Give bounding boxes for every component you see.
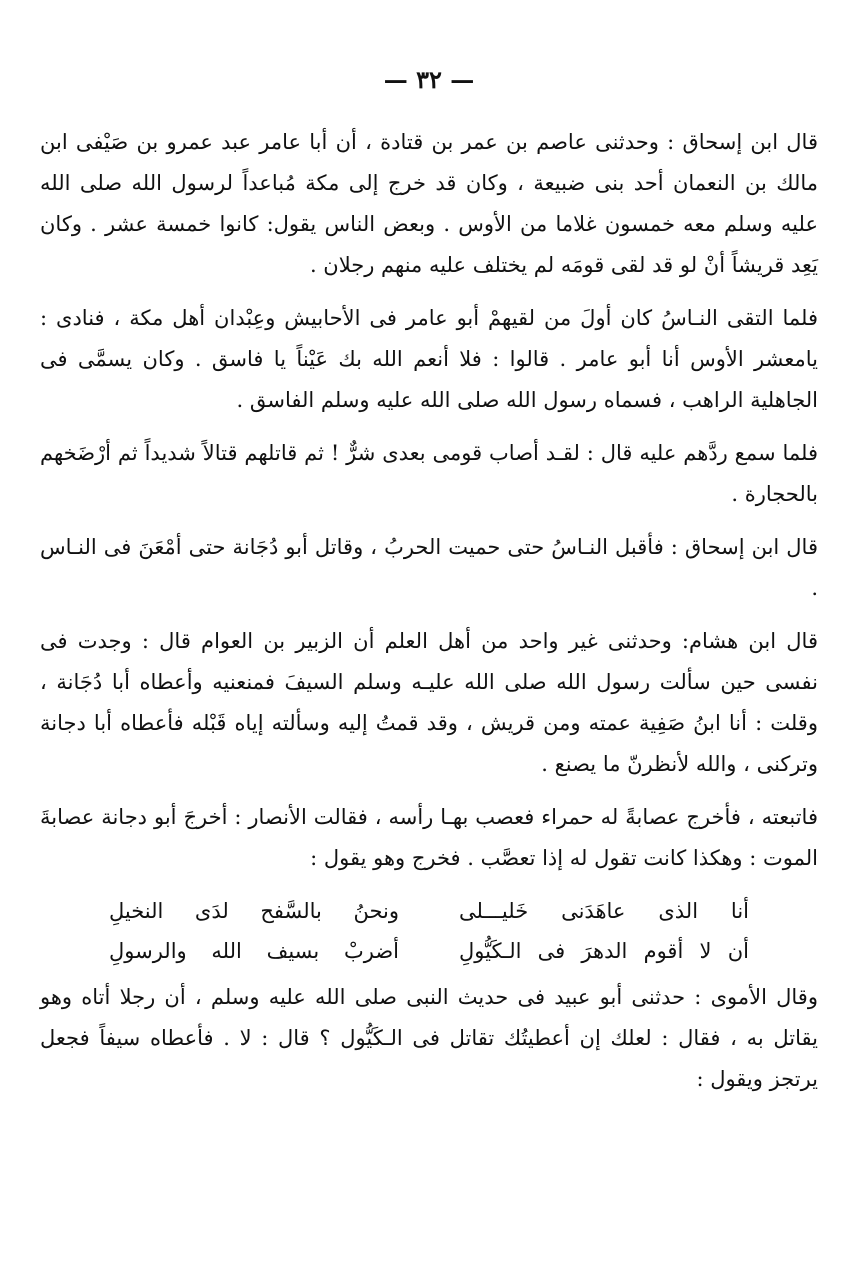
verse-second-hemistich: أضربْ بسيف الله والرسولِ	[109, 939, 399, 963]
paragraph-red-band: فاتبعته ، فأخرج عصابةً له حمراء فعصب بهـا رأسه ، فقالت الأنصار : أخرجَ أبو دجانة عصابةَ الموت : وهكذا كانت تقول له إذا تعصَّب . فخرج وهو يقول :	[40, 805, 818, 870]
paragraph-abu-dujana-fight: قال ابن إسحاق : فأقبل النـاسُ حتى حميت الحربُ ، وقاتل أبو دُجَانة حتى أمْعَنَ فى النـاس .	[40, 535, 818, 600]
page-number: — ٣٢ —	[383, 65, 475, 94]
verse-first-hemistich: أن لا أقوم الدهرَ فى الـكَيُّولِ	[459, 939, 749, 963]
verse-second-hemistich: ونحنُ بالسَّفح لدَى النخيلِ	[109, 899, 399, 923]
paragraph-umawi-report: وقال الأموى : حدثنى أبو عبيد فى حديث النبى صلى الله عليه وسلم ، أن رجلا أتاه وهو يقاتل به ، فقال : لعلك إن أعطيتُك تقاتل فى الـكَيُّول ؟ قال : لا . فأعطاه سيفاً فجعل يرتجز ويقول :	[40, 985, 818, 1091]
paragraph-zubayr-sword: قال ابن هشام: وحدثنى غير واحد من أهل العلم أن الزبير بن العوام قال : وجدت فى نفسى حين سألت رسول الله صلى الله عليـه وسلم السيفَ فمنعنيه وأعطاه أبا دُجَانة ، وقلت : أنا ابنُ صَفِية عمته ومن قريش ، وقد قمتُ إليه وسألته إياه قَبْله فأعطاه أبا دجانة وتركنى ، والله لأنظرنّ ما يصنع .	[40, 629, 818, 776]
book-page	[40, 60, 818, 1260]
poem-verse	[40, 891, 818, 931]
paragraph-abu-amir-response: فلما سمع ردَّهم عليه قال : لقـد أصاب قومى بعدى شرٌّ ! ثم قاتلهم قتالاً شديداً ثم أرْضَخهم بالحجارة .	[40, 441, 818, 506]
poem	[40, 891, 818, 971]
verse-first-hemistich: أنا الذى عاهَدَنى خَليـــلى	[459, 899, 749, 923]
paragraph-first-encounter: فلما التقى النـاسُ كان أولَ من لقيهمْ أبو عامر فى الأحابيش وعِبْدان أهل مكة ، فنادى : يامعشر الأوس أنا أبو عامر . قالوا : فلا أنعم الله بك عَيْناً يا فاسق . وكان يسمَّى فى الجاهلية الراهب ، فسماه رسول الله صلى الله عليه وسلم الفاسق .	[40, 306, 818, 412]
poem-verse	[40, 931, 818, 971]
paragraph-ibn-ishaq-abu-amir: قال ابن إسحاق : وحدثنى عاصم بن عمر بن قتادة ، أن أبا عامر عبد عمرو بن صَيْفى ابن مالك بن النعمان أحد بنى ضبيعة ، وكان قد خرج إلى مكة مُباعداً لرسول الله صلى الله عليه وسلم معه خمسون غلاما من الأوس . وبعض الناس يقول: كانوا خمسة عشر . وكان يَعِد قريشاً أنْ لو قد لقى قومَه لم يختلف عليه منهم رجلان .	[40, 130, 818, 277]
